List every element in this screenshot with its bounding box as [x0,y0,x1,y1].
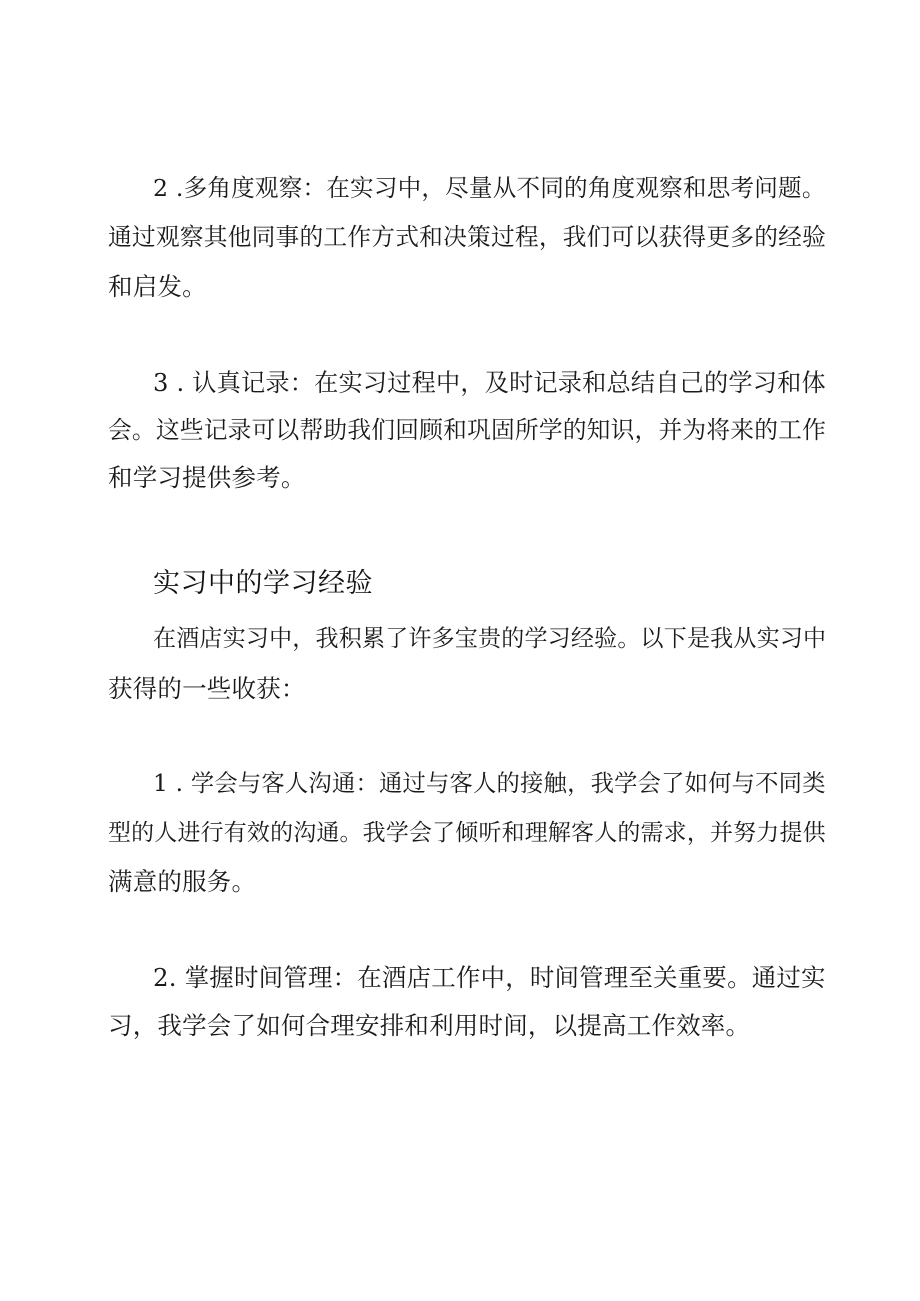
paragraph-line: 满意的服务。 [108,867,257,896]
paragraph-line: 2. 掌握时间管理：在酒店工作中，时间管理至关重要。通过实 [153,963,826,992]
paragraph-line: 型的人进行有效的沟通。我学会了倾听和理解客人的需求，并努力提供 [108,820,826,846]
paragraph-line: 1 . 学会与客人沟通：通过与客人的接触，我学会了如何与不同类 [153,770,826,797]
paragraph-line: 习，我学会了如何合理安排和利用时间，以提高工作效率。 [108,1011,751,1040]
paragraph-line: 和启发。 [108,272,207,301]
paragraph-line: 3 . 认真记录：在实习过程中，及时记录和总结自己的学习和体 [153,369,826,397]
paragraph-line: 通过观察其他同事的工作方式和决策过程，我们可以获得更多的经验 [108,223,827,251]
paragraph-line: 和学习提供参考。 [108,463,306,492]
paragraph-line: 会。这些记录可以帮助我们回顾和巩固所学的知识，并为将来的工作 [108,416,827,444]
section-heading: 实习中的学习经验 [153,568,373,599]
paragraph-line: 获得的一些收获： [108,674,306,703]
paragraph-line: 在酒店实习中，我积累了许多宝贵的学习经验。以下是我从实习中 [153,626,827,652]
paragraph-line: 2 .多角度观察：在实习中，尽量从不同的角度观察和思考问题。 [153,174,826,202]
